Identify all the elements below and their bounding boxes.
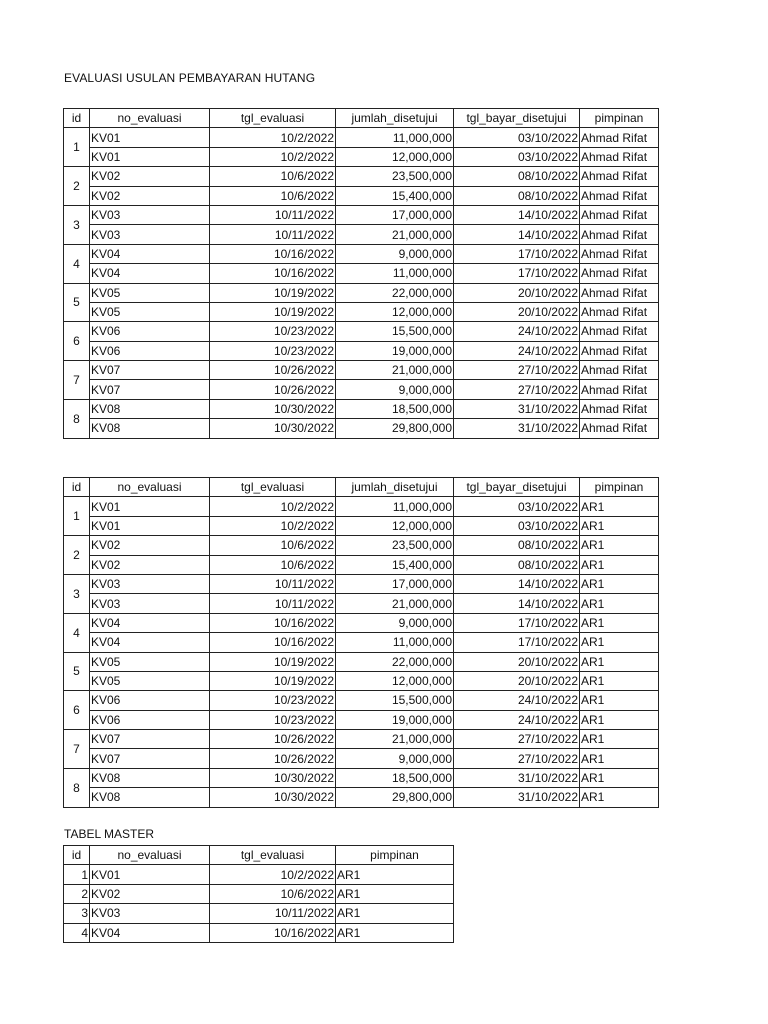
table-row — [64, 264, 659, 283]
tgl-evaluasi-cell: 10/19/2022 — [210, 671, 336, 690]
header-row — [64, 109, 659, 128]
jumlah-disetujui-cell: 9,000,000 — [336, 613, 454, 632]
jumlah-disetujui-cell: 15,400,000 — [336, 555, 454, 574]
table-row — [64, 768, 659, 787]
no-evaluasi-cell: KV07 — [90, 380, 210, 399]
header-tgl-bayar-disetujui: tgl_bayar_disetujui — [454, 478, 580, 497]
pimpinan-cell: AR1 — [580, 749, 659, 768]
tgl-bayar-disetujui-cell: 31/10/2022 — [454, 768, 580, 787]
header-tgl-evaluasi: tgl_evaluasi — [210, 478, 336, 497]
no-evaluasi-cell: KV01 — [90, 865, 210, 884]
tgl-evaluasi-cell: 10/16/2022 — [210, 244, 336, 263]
no-evaluasi-cell: KV04 — [90, 633, 210, 652]
no-evaluasi-cell: KV05 — [90, 671, 210, 690]
tgl-bayar-disetujui-cell: 08/10/2022 — [454, 555, 580, 574]
table-body — [64, 497, 659, 807]
tgl-evaluasi-cell: 10/11/2022 — [210, 205, 336, 224]
master-table — [63, 845, 454, 943]
no-evaluasi-cell: KV08 — [90, 788, 210, 807]
tgl-bayar-disetujui-cell: 31/10/2022 — [454, 419, 580, 438]
pimpinan-cell: Ahmad Rifat — [580, 244, 659, 263]
pimpinan-cell: Ahmad Rifat — [580, 380, 659, 399]
tgl-bayar-disetujui-cell: 31/10/2022 — [454, 788, 580, 807]
pimpinan-cell: AR1 — [580, 516, 659, 535]
jumlah-disetujui-cell: 11,000,000 — [336, 128, 454, 147]
table-row — [64, 380, 659, 399]
id-cell: 4 — [64, 244, 90, 283]
jumlah-disetujui-cell: 9,000,000 — [336, 244, 454, 263]
pimpinan-cell: AR1 — [580, 768, 659, 787]
id-cell: 3 — [64, 574, 90, 613]
no-evaluasi-cell: KV08 — [90, 399, 210, 418]
tgl-evaluasi-cell: 10/11/2022 — [210, 594, 336, 613]
tgl-evaluasi-cell: 10/11/2022 — [210, 574, 336, 593]
pimpinan-cell: AR1 — [580, 555, 659, 574]
pimpinan-cell: AR1 — [580, 633, 659, 652]
no-evaluasi-cell: KV05 — [90, 652, 210, 671]
no-evaluasi-cell: KV02 — [90, 186, 210, 205]
jumlah-disetujui-cell: 17,000,000 — [336, 205, 454, 224]
pimpinan-cell: Ahmad Rifat — [580, 167, 659, 186]
header-tgl-evaluasi: tgl_evaluasi — [210, 846, 336, 865]
tgl-bayar-disetujui-cell: 24/10/2022 — [454, 710, 580, 729]
tgl-bayar-disetujui-cell: 31/10/2022 — [454, 399, 580, 418]
jumlah-disetujui-cell: 21,000,000 — [336, 730, 454, 749]
id-cell: 8 — [64, 768, 90, 807]
pimpinan-cell: AR1 — [336, 923, 454, 942]
tgl-bayar-disetujui-cell: 24/10/2022 — [454, 691, 580, 710]
header-pimpinan: pimpinan — [336, 846, 454, 865]
header-row — [64, 478, 659, 497]
tgl-evaluasi-cell: 10/19/2022 — [210, 302, 336, 321]
no-evaluasi-cell: KV01 — [90, 128, 210, 147]
tgl-evaluasi-cell: 10/19/2022 — [210, 283, 336, 302]
pimpinan-cell: AR1 — [580, 671, 659, 690]
table-row — [64, 361, 659, 380]
no-evaluasi-cell: KV02 — [90, 536, 210, 555]
header-tgl-evaluasi: tgl_evaluasi — [210, 109, 336, 128]
header-id: id — [64, 846, 90, 865]
no-evaluasi-cell: KV02 — [90, 167, 210, 186]
tgl-evaluasi-cell: 10/6/2022 — [210, 884, 336, 903]
jumlah-disetujui-cell: 23,500,000 — [336, 167, 454, 186]
pimpinan-cell: AR1 — [580, 497, 659, 516]
tgl-evaluasi-cell: 10/2/2022 — [210, 128, 336, 147]
jumlah-disetujui-cell: 21,000,000 — [336, 594, 454, 613]
no-evaluasi-cell: KV06 — [90, 710, 210, 729]
jumlah-disetujui-cell: 15,500,000 — [336, 322, 454, 341]
tgl-bayar-disetujui-cell: 20/10/2022 — [454, 283, 580, 302]
tgl-evaluasi-cell: 10/26/2022 — [210, 749, 336, 768]
pimpinan-cell: Ahmad Rifat — [580, 341, 659, 360]
evaluasi-table-2 — [63, 477, 659, 808]
pimpinan-cell: AR1 — [580, 574, 659, 593]
jumlah-disetujui-cell: 15,500,000 — [336, 691, 454, 710]
header-no-evaluasi: no_evaluasi — [90, 478, 210, 497]
table-row — [64, 574, 659, 593]
pimpinan-cell: AR1 — [580, 613, 659, 632]
no-evaluasi-cell: KV04 — [90, 923, 210, 942]
tgl-bayar-disetujui-cell: 27/10/2022 — [454, 380, 580, 399]
jumlah-disetujui-cell: 12,000,000 — [336, 147, 454, 166]
pimpinan-cell: AR1 — [580, 594, 659, 613]
pimpinan-cell: Ahmad Rifat — [580, 225, 659, 244]
jumlah-disetujui-cell: 23,500,000 — [336, 536, 454, 555]
no-evaluasi-cell: KV03 — [90, 205, 210, 224]
id-cell: 3 — [64, 904, 90, 923]
tgl-bayar-disetujui-cell: 20/10/2022 — [454, 302, 580, 321]
pimpinan-cell: Ahmad Rifat — [580, 128, 659, 147]
header-pimpinan: pimpinan — [580, 109, 659, 128]
table-row — [64, 186, 659, 205]
table-row — [64, 322, 659, 341]
jumlah-disetujui-cell: 19,000,000 — [336, 341, 454, 360]
no-evaluasi-cell: KV04 — [90, 244, 210, 263]
jumlah-disetujui-cell: 11,000,000 — [336, 633, 454, 652]
tgl-bayar-disetujui-cell: 14/10/2022 — [454, 574, 580, 593]
header-tgl-bayar-disetujui: tgl_bayar_disetujui — [454, 109, 580, 128]
tgl-bayar-disetujui-cell: 14/10/2022 — [454, 225, 580, 244]
pimpinan-cell: Ahmad Rifat — [580, 322, 659, 341]
table-row — [64, 884, 454, 903]
header-no-evaluasi: no_evaluasi — [90, 109, 210, 128]
pimpinan-cell: Ahmad Rifat — [580, 361, 659, 380]
no-evaluasi-cell: KV06 — [90, 322, 210, 341]
jumlah-disetujui-cell: 19,000,000 — [336, 710, 454, 729]
table-row — [64, 341, 659, 360]
no-evaluasi-cell: KV02 — [90, 884, 210, 903]
jumlah-disetujui-cell: 11,000,000 — [336, 264, 454, 283]
table-row — [64, 613, 659, 632]
tgl-evaluasi-cell: 10/23/2022 — [210, 322, 336, 341]
table-body — [64, 128, 659, 438]
pimpinan-cell: Ahmad Rifat — [580, 264, 659, 283]
jumlah-disetujui-cell: 29,800,000 — [336, 788, 454, 807]
no-evaluasi-cell: KV07 — [90, 361, 210, 380]
tgl-evaluasi-cell: 10/11/2022 — [210, 225, 336, 244]
jumlah-disetujui-cell: 22,000,000 — [336, 283, 454, 302]
tgl-evaluasi-cell: 10/6/2022 — [210, 536, 336, 555]
no-evaluasi-cell: KV03 — [90, 904, 210, 923]
jumlah-disetujui-cell: 29,800,000 — [336, 419, 454, 438]
id-cell: 6 — [64, 691, 90, 730]
tgl-evaluasi-cell: 10/2/2022 — [210, 147, 336, 166]
tgl-bayar-disetujui-cell: 03/10/2022 — [454, 128, 580, 147]
jumlah-disetujui-cell: 12,000,000 — [336, 516, 454, 535]
pimpinan-cell: Ahmad Rifat — [580, 186, 659, 205]
pimpinan-cell: AR1 — [336, 904, 454, 923]
tgl-evaluasi-cell: 10/2/2022 — [210, 516, 336, 535]
tgl-evaluasi-cell: 10/11/2022 — [210, 904, 336, 923]
tgl-evaluasi-cell: 10/26/2022 — [210, 380, 336, 399]
header-pimpinan: pimpinan — [580, 478, 659, 497]
id-cell: 2 — [64, 884, 90, 903]
pimpinan-cell: Ahmad Rifat — [580, 283, 659, 302]
table-row — [64, 244, 659, 263]
pimpinan-cell: AR1 — [336, 865, 454, 884]
id-cell: 8 — [64, 399, 90, 438]
tgl-evaluasi-cell: 10/19/2022 — [210, 652, 336, 671]
jumlah-disetujui-cell: 17,000,000 — [336, 574, 454, 593]
tgl-bayar-disetujui-cell: 03/10/2022 — [454, 497, 580, 516]
id-cell: 2 — [64, 167, 90, 206]
table-row — [64, 633, 659, 652]
table-row — [64, 788, 659, 807]
jumlah-disetujui-cell: 11,000,000 — [336, 497, 454, 516]
jumlah-disetujui-cell: 12,000,000 — [336, 302, 454, 321]
table-row — [64, 419, 659, 438]
tgl-bayar-disetujui-cell: 17/10/2022 — [454, 613, 580, 632]
tgl-evaluasi-cell: 10/2/2022 — [210, 865, 336, 884]
pimpinan-cell: AR1 — [580, 652, 659, 671]
tgl-evaluasi-cell: 10/6/2022 — [210, 186, 336, 205]
header-row — [64, 846, 454, 865]
no-evaluasi-cell: KV06 — [90, 341, 210, 360]
no-evaluasi-cell: KV05 — [90, 283, 210, 302]
tgl-evaluasi-cell: 10/30/2022 — [210, 419, 336, 438]
jumlah-disetujui-cell: 9,000,000 — [336, 380, 454, 399]
pimpinan-cell: AR1 — [580, 730, 659, 749]
pimpinan-cell: Ahmad Rifat — [580, 147, 659, 166]
jumlah-disetujui-cell: 18,500,000 — [336, 399, 454, 418]
no-evaluasi-cell: KV01 — [90, 147, 210, 166]
header-id: id — [64, 478, 90, 497]
table-row — [64, 128, 659, 147]
table-row — [64, 749, 659, 768]
tgl-evaluasi-cell: 10/6/2022 — [210, 555, 336, 574]
id-cell: 6 — [64, 322, 90, 361]
no-evaluasi-cell: KV08 — [90, 768, 210, 787]
master-caption: TABEL MASTER — [64, 827, 155, 841]
tgl-bayar-disetujui-cell: 08/10/2022 — [454, 167, 580, 186]
id-cell: 7 — [64, 730, 90, 769]
id-cell: 7 — [64, 361, 90, 400]
tgl-bayar-disetujui-cell: 03/10/2022 — [454, 147, 580, 166]
id-cell: 2 — [64, 536, 90, 575]
tgl-bayar-disetujui-cell: 20/10/2022 — [454, 652, 580, 671]
tgl-bayar-disetujui-cell: 24/10/2022 — [454, 341, 580, 360]
pimpinan-cell: AR1 — [336, 884, 454, 903]
tgl-bayar-disetujui-cell: 17/10/2022 — [454, 264, 580, 283]
tgl-bayar-disetujui-cell: 24/10/2022 — [454, 322, 580, 341]
tgl-bayar-disetujui-cell: 27/10/2022 — [454, 730, 580, 749]
tgl-bayar-disetujui-cell: 17/10/2022 — [454, 633, 580, 652]
tgl-evaluasi-cell: 10/26/2022 — [210, 730, 336, 749]
id-cell: 1 — [64, 128, 90, 167]
table-row — [64, 594, 659, 613]
table-row — [64, 147, 659, 166]
id-cell: 1 — [64, 497, 90, 536]
pimpinan-cell: Ahmad Rifat — [580, 399, 659, 418]
table-row — [64, 205, 659, 224]
tgl-evaluasi-cell: 10/30/2022 — [210, 399, 336, 418]
no-evaluasi-cell: KV03 — [90, 225, 210, 244]
table-row — [64, 399, 659, 418]
table-row — [64, 283, 659, 302]
jumlah-disetujui-cell: 22,000,000 — [336, 652, 454, 671]
table-row — [64, 516, 659, 535]
jumlah-disetujui-cell: 18,500,000 — [336, 768, 454, 787]
header-jumlah-disetujui: jumlah_disetujui — [336, 478, 454, 497]
no-evaluasi-cell: KV03 — [90, 594, 210, 613]
pimpinan-cell: AR1 — [580, 788, 659, 807]
tgl-bayar-disetujui-cell: 14/10/2022 — [454, 594, 580, 613]
tgl-evaluasi-cell: 10/26/2022 — [210, 361, 336, 380]
no-evaluasi-cell: KV01 — [90, 497, 210, 516]
tgl-evaluasi-cell: 10/30/2022 — [210, 788, 336, 807]
tgl-bayar-disetujui-cell: 17/10/2022 — [454, 244, 580, 263]
page-title: EVALUASI USULAN PEMBAYARAN HUTANG — [64, 71, 316, 85]
pimpinan-cell: AR1 — [580, 691, 659, 710]
header-no-evaluasi: no_evaluasi — [90, 846, 210, 865]
jumlah-disetujui-cell: 15,400,000 — [336, 186, 454, 205]
jumlah-disetujui-cell: 21,000,000 — [336, 361, 454, 380]
table-row — [64, 302, 659, 321]
no-evaluasi-cell: KV06 — [90, 691, 210, 710]
table-row — [64, 904, 454, 923]
table-row — [64, 536, 659, 555]
evaluasi-table-1 — [63, 108, 659, 439]
no-evaluasi-cell: KV04 — [90, 264, 210, 283]
id-cell: 3 — [64, 205, 90, 244]
id-cell: 4 — [64, 923, 90, 942]
tgl-evaluasi-cell: 10/23/2022 — [210, 691, 336, 710]
id-cell: 5 — [64, 283, 90, 322]
master-table-body — [64, 865, 454, 943]
tgl-evaluasi-cell: 10/2/2022 — [210, 497, 336, 516]
table-row — [64, 710, 659, 729]
tgl-bayar-disetujui-cell: 27/10/2022 — [454, 749, 580, 768]
header-id: id — [64, 109, 90, 128]
table-row — [64, 865, 454, 884]
no-evaluasi-cell: KV07 — [90, 749, 210, 768]
table-row — [64, 497, 659, 516]
no-evaluasi-cell: KV08 — [90, 419, 210, 438]
tgl-evaluasi-cell: 10/16/2022 — [210, 633, 336, 652]
jumlah-disetujui-cell: 21,000,000 — [336, 225, 454, 244]
id-cell: 1 — [64, 865, 90, 884]
pimpinan-cell: AR1 — [580, 710, 659, 729]
header-jumlah-disetujui: jumlah_disetujui — [336, 109, 454, 128]
table-row — [64, 730, 659, 749]
tgl-bayar-disetujui-cell: 08/10/2022 — [454, 536, 580, 555]
jumlah-disetujui-cell: 12,000,000 — [336, 671, 454, 690]
table-row — [64, 923, 454, 942]
tgl-bayar-disetujui-cell: 14/10/2022 — [454, 205, 580, 224]
tgl-bayar-disetujui-cell: 20/10/2022 — [454, 671, 580, 690]
tgl-bayar-disetujui-cell: 08/10/2022 — [454, 186, 580, 205]
tgl-evaluasi-cell: 10/30/2022 — [210, 768, 336, 787]
table-row — [64, 691, 659, 710]
tgl-bayar-disetujui-cell: 27/10/2022 — [454, 361, 580, 380]
table-row — [64, 225, 659, 244]
no-evaluasi-cell: KV03 — [90, 574, 210, 593]
tgl-evaluasi-cell: 10/16/2022 — [210, 264, 336, 283]
tgl-evaluasi-cell: 10/6/2022 — [210, 167, 336, 186]
id-cell: 4 — [64, 613, 90, 652]
pimpinan-cell: Ahmad Rifat — [580, 205, 659, 224]
table-row — [64, 671, 659, 690]
no-evaluasi-cell: KV02 — [90, 555, 210, 574]
tgl-bayar-disetujui-cell: 03/10/2022 — [454, 516, 580, 535]
no-evaluasi-cell: KV01 — [90, 516, 210, 535]
jumlah-disetujui-cell: 9,000,000 — [336, 749, 454, 768]
tgl-evaluasi-cell: 10/16/2022 — [210, 923, 336, 942]
id-cell: 5 — [64, 652, 90, 691]
no-evaluasi-cell: KV05 — [90, 302, 210, 321]
table-row — [64, 652, 659, 671]
no-evaluasi-cell: KV07 — [90, 730, 210, 749]
pimpinan-cell: AR1 — [580, 536, 659, 555]
no-evaluasi-cell: KV04 — [90, 613, 210, 632]
pimpinan-cell: Ahmad Rifat — [580, 302, 659, 321]
table-row — [64, 167, 659, 186]
pimpinan-cell: Ahmad Rifat — [580, 419, 659, 438]
tgl-evaluasi-cell: 10/23/2022 — [210, 710, 336, 729]
tgl-evaluasi-cell: 10/16/2022 — [210, 613, 336, 632]
table-row — [64, 555, 659, 574]
tgl-evaluasi-cell: 10/23/2022 — [210, 341, 336, 360]
